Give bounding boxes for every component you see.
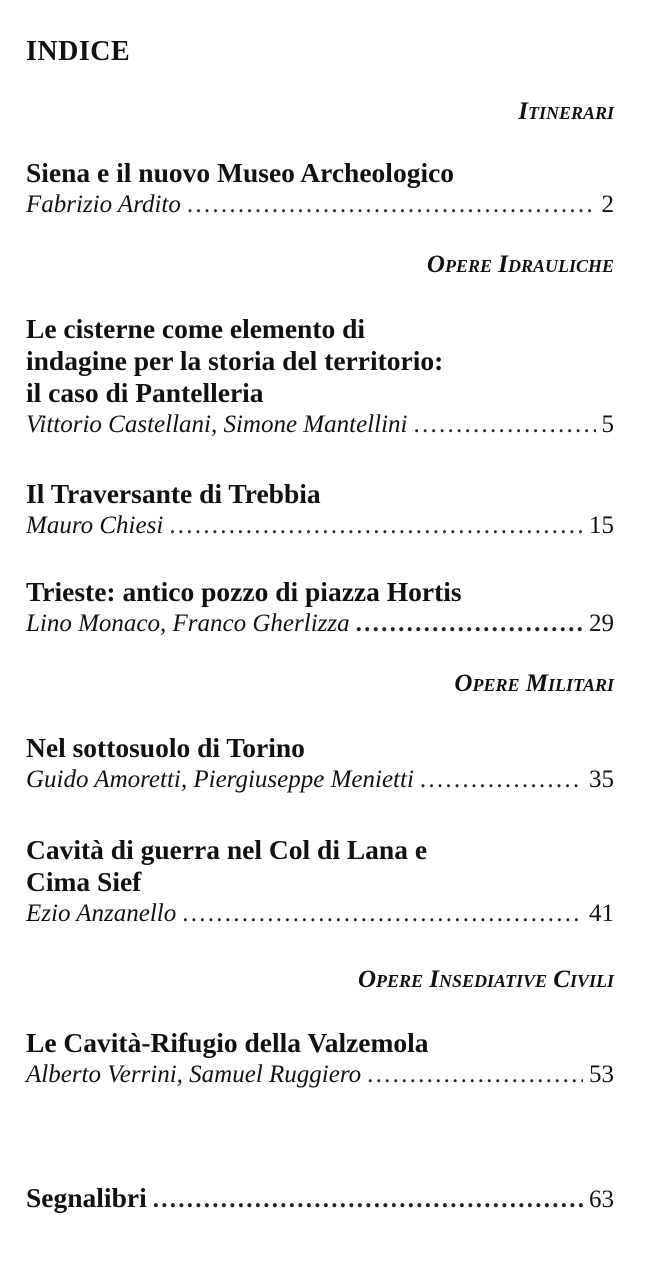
dot-leader xyxy=(153,1184,583,1216)
table-of-contents xyxy=(26,0,614,1262)
entry-authors: Lino Monaco, Franco Gherlizza xyxy=(26,610,350,637)
segnalibri-line xyxy=(26,1182,614,1216)
toc-entry[interactable] xyxy=(26,732,614,796)
entry-page-number: 2 xyxy=(601,191,614,218)
entry-page-number: 15 xyxy=(589,512,614,539)
entry-authors: Mauro Chiesi xyxy=(26,512,164,539)
entry-title-line: il caso di Pantelleria xyxy=(26,377,264,408)
entry-title: Trieste: antico pozzo di piazza Hortis xyxy=(26,576,462,607)
dot-leader xyxy=(187,189,596,221)
entry-authors: Ezio Anzanello xyxy=(26,900,177,927)
toc-entry[interactable] xyxy=(26,478,614,542)
dot-leader xyxy=(182,898,583,930)
dot-leader xyxy=(420,764,583,796)
toc-entry-segnalibri[interactable] xyxy=(26,1182,614,1216)
entry-title: Nel sottosuolo di Torino xyxy=(26,732,305,763)
toc-entry[interactable] xyxy=(26,313,614,441)
entry-author-line xyxy=(26,764,614,796)
entry-authors: Alberto Verrini, Samuel Ruggiero xyxy=(26,1061,362,1088)
dot-leader xyxy=(413,409,595,441)
dot-leader xyxy=(356,608,583,640)
entry-author-line xyxy=(26,1059,614,1091)
entry-authors: Guido Amoretti, Piergiuseppe Menietti xyxy=(26,766,414,793)
entry-authors: Fabrizio Ardito xyxy=(26,191,181,218)
toc-entry[interactable] xyxy=(26,157,614,221)
section-header-opere-idrauliche: Opere Idrauliche xyxy=(426,251,614,278)
entry-title-line: indagine per la storia del territorio: xyxy=(26,345,444,376)
entry-page-number: 53 xyxy=(589,1061,614,1088)
segnalibri-label: Segnalibri xyxy=(26,1182,147,1213)
page-title: INDICE xyxy=(26,36,131,67)
entry-author-line xyxy=(26,608,614,640)
entry-title: Siena e il nuovo Museo Archeologico xyxy=(26,157,455,188)
entry-authors: Vittorio Castellani, Simone Mantellini xyxy=(26,411,408,438)
entry-title-line: Cima Sief xyxy=(26,866,142,897)
entry-title: Le Cavità-Rifugio della Valzemola xyxy=(26,1027,429,1058)
entry-author-line xyxy=(26,409,614,441)
toc-entry[interactable] xyxy=(26,1027,614,1091)
entry-title: Il Traversante di Trebbia xyxy=(26,478,321,509)
entry-author-line xyxy=(26,898,614,930)
entry-page-number: 5 xyxy=(601,411,614,438)
section-header-opere-insediative-civili: Opere Insediative Civili xyxy=(357,966,614,993)
section-header-itinerari: Itinerari xyxy=(518,98,614,125)
section-header-opere-militari: Opere Militari xyxy=(454,670,614,697)
dot-leader xyxy=(367,1059,583,1091)
entry-page-number: 41 xyxy=(589,900,614,927)
entry-author-line xyxy=(26,189,614,221)
entry-title-line: Le cisterne come elemento di xyxy=(26,313,366,344)
toc-entry[interactable] xyxy=(26,576,614,640)
dot-leader xyxy=(169,510,583,542)
segnalibri-page-number: 63 xyxy=(589,1186,614,1213)
toc-entry[interactable] xyxy=(26,834,614,930)
entry-title-line: Cavità di guerra nel Col di Lana e xyxy=(26,834,428,865)
entry-page-number: 29 xyxy=(589,610,614,637)
entry-page-number: 35 xyxy=(589,766,614,793)
entry-author-line xyxy=(26,510,614,542)
